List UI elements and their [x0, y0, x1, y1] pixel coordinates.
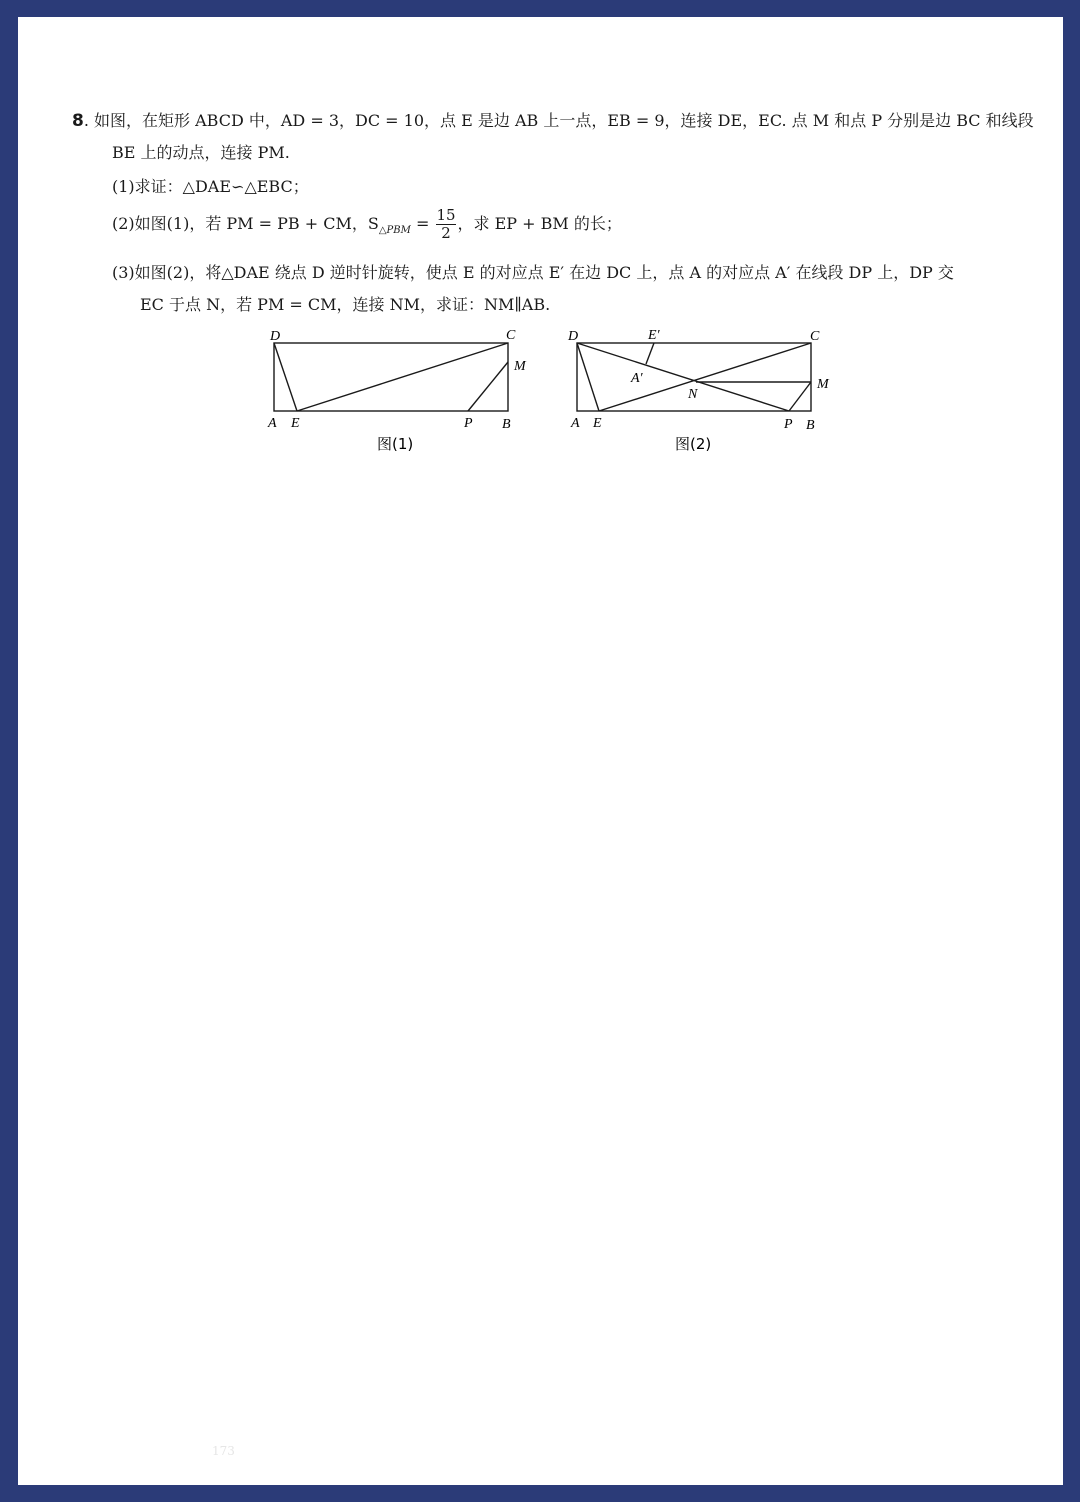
- label-d: D: [270, 329, 281, 344]
- part-1: (1)求证：△DAE∽△EBC；: [112, 177, 309, 196]
- segment-de: [274, 343, 297, 411]
- segment-a-prime-e-prime: [646, 343, 654, 364]
- figure-2-caption: 图(2): [675, 435, 712, 453]
- label-p: P: [464, 416, 473, 431]
- faint-page-mark: 173: [212, 1444, 235, 1458]
- label-m: M: [514, 359, 526, 374]
- part-2: (2)如图(1)，若 PM = PB + CM，$S_{\triangle PBM}$ = $\frac{15}{2}$ ，求 EP + BM 的长；: [112, 206, 622, 242]
- label-e-prime: E′: [648, 328, 660, 343]
- problem-statement-line-2: BE 上的动点，连接 PM.: [112, 143, 290, 162]
- label-n: N: [688, 387, 698, 402]
- figure-1: [260, 322, 540, 462]
- segment-pm: [789, 382, 811, 411]
- label-b: B: [502, 417, 511, 432]
- segment-pm: [468, 362, 508, 411]
- label-e: E: [291, 416, 300, 431]
- label-a: A: [268, 416, 277, 431]
- rectangle-abcd: [274, 343, 508, 411]
- segment-dp: [577, 343, 789, 411]
- label-d: D: [568, 329, 579, 344]
- label-c: C: [810, 329, 820, 344]
- label-b: B: [806, 418, 815, 433]
- problem-statement-line-1: 8. 如图，在矩形 ABCD 中，AD = 3，DC = 10，点 E 是边 AB 上一点，EB = 9，连接 DE，EC. 点 M 和点 P 分别是边 BC 和线段: [72, 111, 1034, 131]
- label-e: E: [593, 416, 602, 431]
- part-3-line-2: EC 于点 N，若 PM = CM，连接 NM，求证：NM∥AB.: [140, 295, 551, 314]
- label-a-prime: A′: [631, 371, 643, 386]
- figure-1-caption: 图(1): [377, 435, 414, 453]
- part-3-line-1: (3)如图(2)，将△DAE 绕点 D 逆时针旋转，使点 E 的对应点 E′ 在边 DC 上，点 A 的对应点 A′ 在线段 DP 上，DP 交: [112, 263, 954, 282]
- fraction-15-over-2: $\frac{15}{2}$: [436, 206, 456, 242]
- label-c: C: [506, 328, 516, 343]
- label-m: M: [817, 377, 829, 392]
- problem-number: 8: [72, 111, 84, 131]
- figure-2: [562, 322, 842, 462]
- segment-de: [577, 343, 599, 411]
- label-p: P: [784, 417, 793, 432]
- label-a: A: [571, 416, 580, 431]
